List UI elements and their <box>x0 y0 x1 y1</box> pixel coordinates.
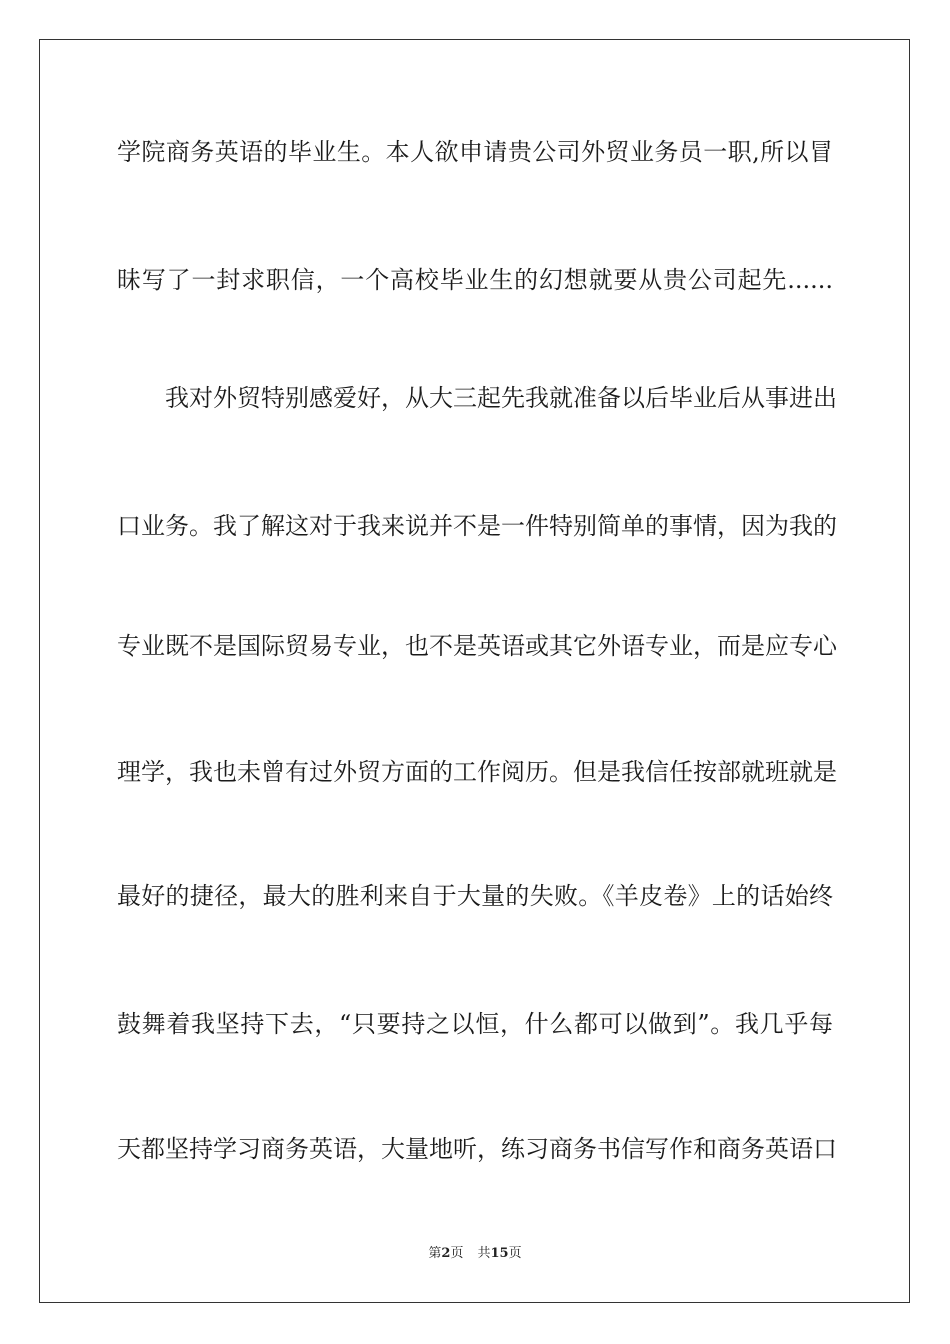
page-prefix: 第 <box>428 1246 442 1261</box>
body-text-line-1: 学院商务英语的毕业生。本人欲申请贵公司外贸业务员一职,所以冒 <box>117 138 833 166</box>
body-text-line-5: 专业既不是国际贸易专业，也不是英语或其它外语专业，而是应专心 <box>117 632 837 660</box>
total-page-count: 15 <box>490 1246 509 1261</box>
body-text-line-6: 理学，我也未曾有过外贸方面的工作阅历。但是我信任按部就班就是 <box>117 758 837 786</box>
body-text-line-3: 我对外贸特别感爱好，从大三起先我就准备以后毕业后从事进出 <box>165 384 837 412</box>
total-suffix: 页 <box>508 1246 522 1261</box>
body-text-line-7: 最好的捷径，最大的胜利来自于大量的失败。《羊皮卷》上的话始终 <box>117 882 833 910</box>
body-text-line-2: 昧写了一封求职信，一个高校毕业生的幻想就要从贵公司起先...... <box>117 266 833 294</box>
page-number-footer <box>0 1245 950 1263</box>
current-page-number: 2 <box>441 1246 451 1261</box>
body-text-line-9: 天都坚持学习商务英语，大量地听，练习商务书信写作和商务英语口 <box>117 1135 837 1163</box>
total-prefix: 共 <box>477 1246 491 1261</box>
body-text-line-4: 口业务。我了解这对于我来说并不是一件特别简单的事情，因为我的 <box>117 512 837 540</box>
page-suffix: 页 <box>450 1246 464 1261</box>
body-text-line-8: 鼓舞着我坚持下去，“只要持之以恒，什么都可以做到”。我几乎每 <box>117 1010 833 1038</box>
page-border <box>39 39 910 1303</box>
